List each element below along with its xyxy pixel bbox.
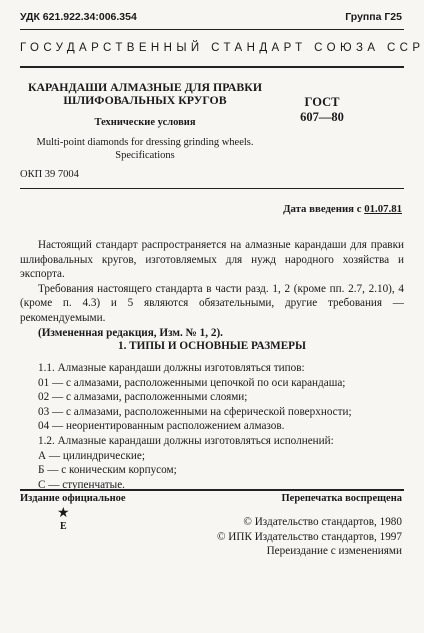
footer-rule: [20, 489, 404, 491]
reissue-note: Переиздание с изменениями: [266, 545, 402, 557]
section-1-heading: 1. ТИПЫ И ОСНОВНЫЕ РАЗМЕРЫ: [117, 340, 306, 352]
star-icon: ★: [57, 506, 70, 521]
agency-rule: [20, 66, 404, 68]
section-line: А — цилиндрические;: [38, 449, 145, 462]
udk-code: УДК 621.922.34:006.354: [20, 11, 137, 23]
edition-mark: E: [60, 521, 67, 532]
group-code: Группа Г25: [345, 11, 402, 23]
effective-date: [283, 203, 402, 215]
copyright-line-2: © ИПК Издательство стандартов, 1997: [216, 530, 402, 543]
gost-designation: [286, 95, 358, 125]
intro-paragraph-2: Требования настоящего стандарта в части разд. 1, 2 (кроме пп. 2.7, 2.10), 4 (кроме п. 4.3) и 5 являются обязательными, другие требования — рекомендуемыми.: [20, 282, 404, 324]
gost-number: 607—80: [300, 110, 344, 124]
intro-text: [20, 238, 404, 340]
section-1-body: [20, 361, 404, 492]
intro-paragraph-1: Настоящий стандарт распространяется на алмазные карандаши для правки шлифовальных кругов, изготовляемых для нужд народного хозяйства и экспорта.: [20, 239, 404, 281]
english-line-2: Specifications: [115, 149, 175, 161]
effective-date-label: Дата введения с: [283, 203, 362, 215]
header-rule: [20, 29, 404, 30]
amendment-note: (Измененная редакция, Изм. № 1, 2).: [38, 326, 223, 339]
title-rule: [20, 188, 404, 189]
section-line: 03 — с алмазами, расположенными на сферической поверхности;: [38, 405, 352, 418]
section-line: 02 — с алмазами, расположенными слоями;: [38, 391, 248, 404]
title-line-1: КАРАНДАШИ АЛМАЗНЫЕ ДЛЯ ПРАВКИ: [27, 80, 263, 94]
section-line: 01 — с алмазами, расположенными цепочкой по оси карандаша;: [38, 376, 346, 389]
english-line-1: Multi-point diamonds for dressing grinding wheels.: [36, 137, 254, 148]
reprint-prohibited: Перепечатка воспрещена: [281, 493, 402, 504]
section-line: С — ступенчатые.: [38, 478, 125, 491]
copyright-line-1: © Издательство стандартов, 1980: [243, 516, 402, 528]
copyright-block: [217, 515, 402, 559]
section-line: 1.2. Алмазные карандаши должны изготовляться исполнений:: [38, 434, 334, 447]
section-line: 04 — неориентированным расположением алмазов.: [38, 420, 285, 433]
title-line-2: ШЛИФОВАЛЬНЫХ КРУГОВ: [63, 92, 227, 107]
agency-title: ГОСУДАРСТВЕННЫЙ СТАНДАРТ СОЮЗА ССР: [20, 42, 424, 54]
section-line: Б — с коническим корпусом;: [38, 464, 177, 477]
official-edition: Издание официальное: [20, 493, 126, 504]
document-subtitle: Технические условия: [94, 117, 196, 128]
english-title: [20, 137, 270, 162]
section-line: 1.1. Алмазные карандаши должны изготовляться типов:: [38, 362, 305, 374]
okp-code: ОКП 39 7004: [20, 169, 79, 180]
gost-label: ГОСТ: [304, 95, 340, 109]
document-title: [20, 81, 270, 106]
effective-date-value: 01.07.81: [364, 203, 402, 215]
